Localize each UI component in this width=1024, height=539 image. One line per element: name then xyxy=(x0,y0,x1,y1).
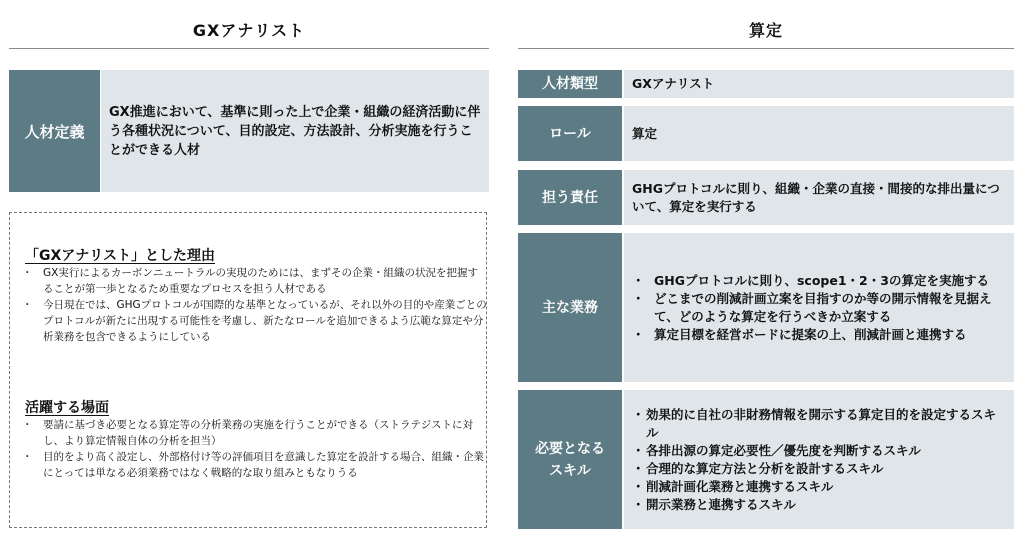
type-value xyxy=(624,70,1014,98)
right-title-rule xyxy=(518,48,1014,49)
skill-item: ・ 効果的に自社の非財務情報を開示する算定目的を設定するスキル xyxy=(632,406,1004,442)
scene-item: ・ 目的をより高く設定し、外部格付け等の評価項目を意識した算定を設計する場合、組織・企業にとっては単なる必須業務ではなく戦略的な取り組みともなりうる xyxy=(25,449,487,481)
skill-item: ・ 各排出源の算定必要性／優先度を判断するスキル xyxy=(632,442,1004,460)
duty-item: ・ どこまでの削減計画立案を目指すのか等の開示情報を見据えて、どのような算定を行うべきか立案する xyxy=(632,290,1004,326)
skills-label xyxy=(518,390,622,529)
skills-label-text: 必要となるスキル xyxy=(535,440,605,479)
role-label: ロール xyxy=(518,106,622,161)
type-label: 人材類型 xyxy=(518,70,622,98)
reason-list xyxy=(25,265,487,345)
skill-item: ・ 合理的な算定方法と分析を設計するスキル xyxy=(632,460,1004,478)
role-value-text: 算定 xyxy=(632,125,658,141)
skills-list xyxy=(632,406,1004,514)
definition-label: 人材定義 xyxy=(9,70,100,192)
skills-value xyxy=(624,390,1014,529)
reason-box xyxy=(9,212,487,528)
responsibility-value-text: GHGプロトコルに則り、組織・企業の直接・間接的な排出量について、算定を実行する xyxy=(632,180,1000,214)
scene-heading: 活躍する場面 xyxy=(25,400,109,416)
scene-item: ・ 要請に基づき必要となる算定等の分析業務の実施を行うことができる（ストラテジストに対し、より算定情報自体の分析を担当） xyxy=(25,417,487,449)
scene-list xyxy=(25,417,487,481)
responsibility-value xyxy=(624,170,1014,225)
definition-text: GX推進において、基準に則った上で企業・組織の経済活動に伴う各種状況について、目的設定、方法設計、分析実施を行うことができる人材 xyxy=(109,104,481,158)
reason-item: ・ GX実行によるカーボンニュートラルの実現のためには、まずその企業・組織の状況を把握することが第一歩となるため重要なプロセスを担う人材である xyxy=(25,265,487,297)
skill-item: ・ 削減計画化業務と連携するスキル xyxy=(632,478,1004,496)
duties-list xyxy=(632,272,1004,344)
type-value-text: GXアナリスト xyxy=(632,76,715,91)
responsibility-label: 担う責任 xyxy=(518,170,622,225)
duty-item: ・ GHGプロトコルに則り、scope1・2・3の算定を実施する xyxy=(632,272,1004,290)
skill-item: ・ 開示業務と連携するスキル xyxy=(632,496,1004,514)
right-panel-title: 算定 xyxy=(748,21,783,40)
duties-value xyxy=(624,233,1014,382)
duty-item: ・ 算定目標を経営ボードに提案の上、削減計画と連携する xyxy=(632,326,1004,344)
reason-heading: 「GXアナリスト」とした理由 xyxy=(25,248,216,264)
left-title-rule xyxy=(9,48,489,49)
role-value xyxy=(624,106,1014,161)
reason-item: ・ 今日現在では、GHGプロトコルが国際的な基準となっているが、それ以外の目的や産業ごとのプロトコルが新たに出現する可能性を考慮し、新たなロールを追加できるよう広範な算定や分析業務を包含できるようにしている xyxy=(25,297,487,345)
left-panel-title: GXアナリスト xyxy=(192,21,306,40)
duties-label: 主な業務 xyxy=(518,233,622,382)
definition-text-box xyxy=(101,70,489,192)
